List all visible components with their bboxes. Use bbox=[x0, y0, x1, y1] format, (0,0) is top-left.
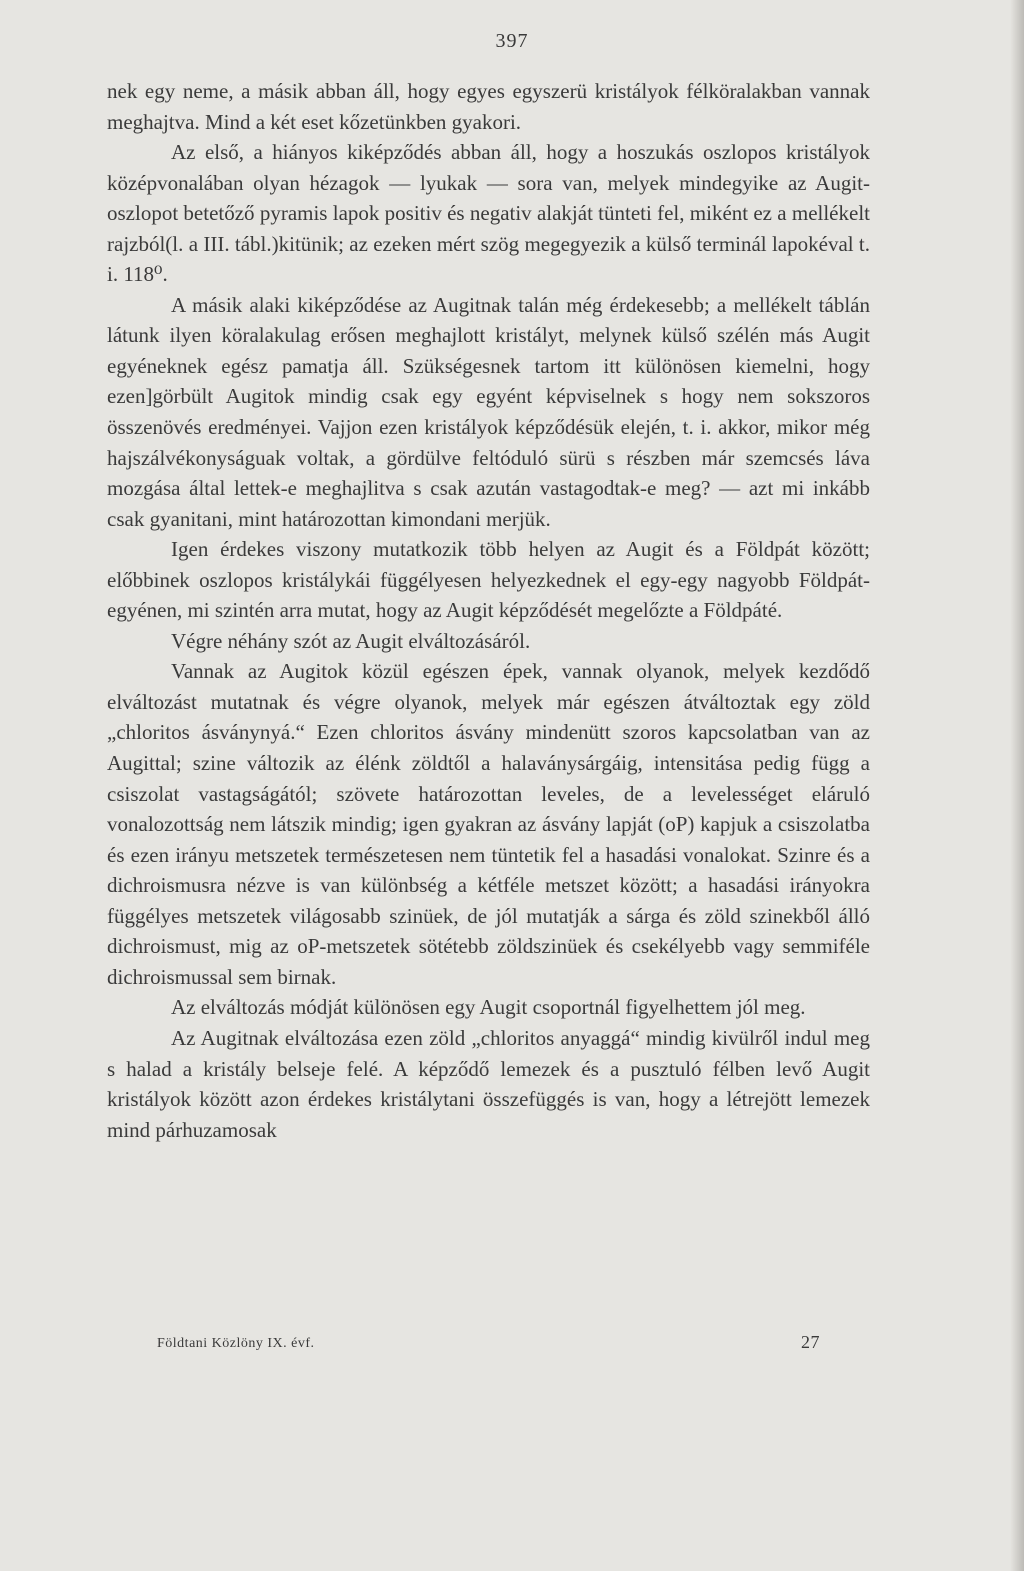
paragraph-4: Igen érdekes viszony mutatkozik több helyen az Augit és a Földpát között; előbbinek oszlopos kristálykái függélyesen helyezkednek el egy-egy nagyobb Földpát-egyénen, mi szintén arra mutat, hogy az Augit képződését megelőzte a Földpáté. bbox=[107, 537, 870, 623]
paragraph-5: Végre néhány szót az Augit elváltozásáról. bbox=[171, 628, 531, 653]
paragraph-3: A másik alaki kiképződése az Augitnak talán még érdekesebb; a mellékelt táblán látunk ilyen köralakulag erősen meghajlott kristályt, melynek külső szélén más Augit egyéneknek egész pamatja áll. Szükségesnek tartom itt különösen kiemelni, hogy ezen]görbült Augitok mindig csak egy egyént képviselnek s hogy nem sokszoros összenövés eredményei. Vajjon ezen kristályok képződésük elején, t. i. akkor, mikor még hajszálvékonyságuak voltak, a gördülve feltóduló sürü s részben már szemcsés láva mozgása által lettek-e meghajlitva s csak azután vastagodtak-e meg? — azt mi inkább csak gyanitani, mint határozottan kimondani merjük. bbox=[107, 292, 870, 531]
body-text bbox=[107, 76, 870, 1145]
page-footer bbox=[157, 1332, 820, 1352]
paragraph-7: Az elváltozás módját különösen egy Augit csoportnál figyelhettem jól meg. bbox=[171, 995, 806, 1020]
paragraph-1: nek egy neme, a másik abban áll, hogy egyes egyszerü kristályok félköralakban vannak meghajtva. Mind a két eset kőzetünkben gyakori. bbox=[107, 79, 870, 134]
page-number: 397 bbox=[495, 30, 529, 52]
signature-mark: 27 bbox=[801, 1332, 820, 1352]
page-edge-shadow bbox=[1010, 0, 1024, 1571]
journal-line: Földtani Közlöny IX. évf. bbox=[157, 1336, 315, 1351]
paragraph-8: Az Augitnak elváltozása ezen zöld „chloritos anyaggá“ mindig kivülről indul meg s halad a kristály belseje felé. A képződő lemezek és a pusztuló félben levő Augit kristályok között azon érdekes kristálytani összefüggés is van, hogy a létrejött lemezek mind párhuzamosak bbox=[107, 1025, 870, 1142]
paragraph-6: Vannak az Augitok közül egészen épek, vannak olyanok, melyek kezdődő elváltozást mutatnak és végre olyanok, melyek már egészen átváltoztak egy zöld „chloritos ásványnyá.“ Ezen chloritos ásvány mindenütt szoros kapcsolatban van az Augittal; szine változik az élénk zöldtől a halaványsárgáig, intensitása pedig függ a csiszolat vastagságától; szövete határozottan leveles, de a levelességet eláruló vonalozottság nem látszik mindig; igen gyakran az ásvány lapját (oP) kapjuk a csiszolatba és ezen irányu metszetek természetesen nem tüntetik fel a hasadási vonalokat. Szinre és a dichroismusra nézve is van különbség a kétféle metszet között; a hasadási irányokra függélyes metszetek világosabb szinüek, de jól mutatják a sárga és zöld szinekből álló dichroismust, mig az oP-metszetek sötétebb zöldszinüek és csekélyebb vagy semmiféle dichroismussal sem birnak. bbox=[107, 659, 870, 989]
paragraph-2: Az első, a hiányos kiképződés abban áll, hogy a hoszukás oszlopos kristályok középvonalában olyan hézagok — lyukak — sora van, melyek mindegyike az Augit-oszlopot betetőző pyramis lapok positiv és negativ alakját tünteti fel, miként ez a mellékelt rajzból(l. a III. tábl.)kitünik; az ezeken mért szög megegyezik a külső terminál lapokéval t. i. 118⁰. bbox=[107, 140, 870, 287]
